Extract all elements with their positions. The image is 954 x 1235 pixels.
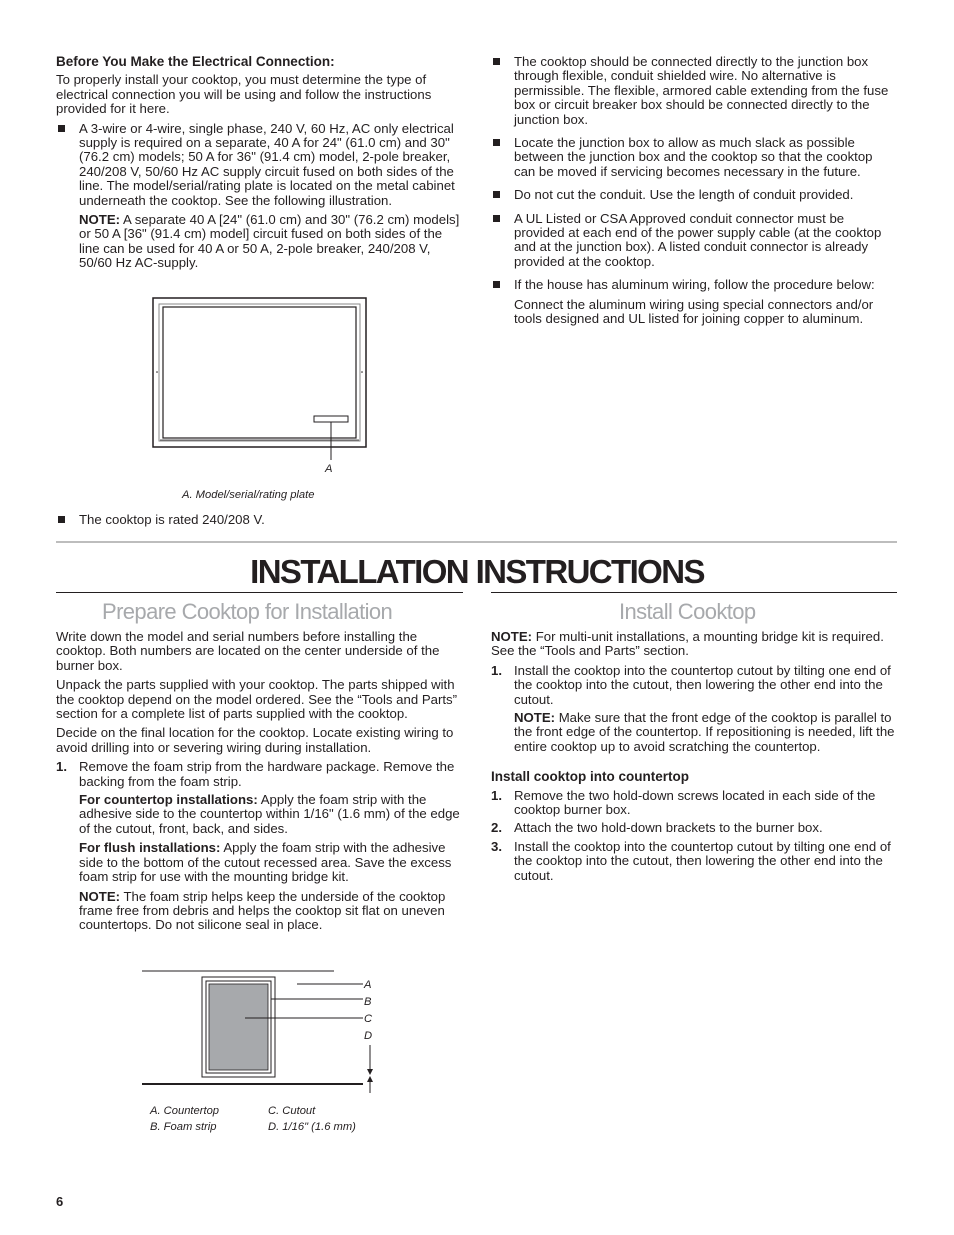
countertop-step-3: 3. Install the cooktop into the countertop cutout by tilting one end of the cooktop into the cutout, then lowering the other end into the cutout.: [491, 838, 891, 883]
bullet-aluminum: If the house has aluminum wiring, follow the procedure below:: [491, 278, 896, 292]
electrical-connection-section: [56, 55, 466, 276]
rating-plate-letter: A: [325, 463, 333, 475]
install-note: NOTE: For multi-unit installations, a mounting bridge kit is required. See the “Tools and Parts” section.: [491, 629, 884, 659]
prepare-p3: Decide on the final location for the cooktop. Locate existing wiring to avoid drilling into or severing wiring during installation.: [56, 725, 454, 755]
wiring-bullets: [491, 55, 896, 332]
foam-figure-letters: A B C D: [364, 979, 373, 1042]
aluminum-instructions: Connect the aluminum wiring using special connectors and/or tools designed and UL listed for joining copper to aluminum.: [514, 296, 874, 327]
bullet-connector: A UL Listed or CSA Approved conduit connector must be provided at each end of the power supply cable (at the cooktop and at the junction box). A listed conduit connector is already provided at the cooktop.: [491, 212, 896, 270]
main-title: INSTALLATION INSTRUCTIONS: [250, 553, 704, 590]
prepare-rule: [56, 592, 463, 593]
countertop-installations: For countertop installations: Apply the foam strip with the adhesive side to the countertop within 1/16" (1.6 mm) of the edge of the cutout, front, back, and sides.: [79, 792, 460, 836]
prepare-step-1: 1. Remove the foam strip from the hardware package. Remove the backing from the foam strip.: [56, 759, 455, 789]
prepare-p1: Write down the model and serial numbers before installing the cooktop. Both numbers are located on the center underside of the burner box.: [56, 629, 440, 673]
section-divider: [56, 541, 897, 543]
install-title: Install Cooktop: [619, 599, 756, 624]
install-step-1: 1. Install the cooktop into the countertop cutout by tilting one end of the cooktop into the cutout, then lowering the other end into the cutout.: [491, 662, 891, 707]
install-rule: [491, 592, 897, 593]
foam-strip-figure: [140, 965, 385, 1095]
prepare-p2: Unpack the parts supplied with your cooktop. The parts shipped with the cooktop depend on the model ordered. See the “Tools and Parts” section for a complete list of parts supplied with the cooktop.: [56, 677, 458, 722]
bullet-junction-box: The cooktop should be connected directly to the junction box through flexible, conduit shielded wire. No alternative is permissible. The flexible, armored cable extending from the fuse box or circuit breaker box should be connected directly to the junction box.: [491, 55, 896, 127]
countertop-step-1: 1. Remove the two hold-down screws located in each side of the cooktop burner box.: [491, 787, 876, 818]
rating-plate-figure: [150, 296, 370, 481]
prepare-section: [56, 630, 466, 938]
foam-note: NOTE: The foam strip helps keep the underside of the cooktop frame free from debris and helps the cooktop sit flat on uneven countertops. Do not silicone seal in place.: [79, 888, 446, 933]
countertop-step-2: 2. Attach the two hold-down brackets to the burner box.: [491, 820, 823, 836]
install-section: [491, 630, 896, 887]
foam-caption-left: A. Countertop B. Foam strip: [150, 1105, 220, 1133]
flush-installations: For flush installations: Apply the foam strip with the adhesive side to the bottom of the cutout recessed area. Save the excess foam strip for use with the mounting bridge kit.: [79, 840, 452, 885]
electrical-intro: To properly install your cooktop, you must determine the type of electrical connection you will be using and follow the instructions provided for it here.: [56, 72, 432, 117]
bullet-slack: Locate the junction box to allow as much slack as possible between the junction box and the cooktop so that the cooktop can be moved if servicing becomes necessary in the future.: [491, 136, 896, 179]
install-step-1-note: NOTE: Make sure that the front edge of the cooktop is parallel to the front edge of the countertop. If repositioning is needed, lift the entire cooktop up to avoid scratching the countertop.: [514, 710, 895, 754]
bullet-electrical-supply: A 3-wire or 4-wire, single phase, 240 V, 60 Hz, AC only electrical supply is required on a separate, 40 A for 24" (61.0 cm) and 30" (76.2 cm) models; 50 A for 36" (91.4 cm) model, 2-pole breaker, 240/208 V, 50/60 Hz AC supply circuit fused on both sides of the line. The model/serial/rating plate is located on the metal cabinet underneath the cooktop. See the following illustration.: [56, 122, 466, 208]
electrical-note: NOTE: A separate 40 A [24" (61.0 cm) and 30" (76.2 cm) models] or 50 A [36" (91.4 cm) model] circuit fused on both sides of the line can be used for 40 A or 50 A, 2-pole breaker, 240/208 V, 50/60 Hz AC-supply.: [79, 212, 460, 271]
page-number: 6: [56, 1194, 64, 1209]
electrical-heading: Before You Make the Electrical Connection:: [56, 54, 335, 69]
prepare-title: Prepare Cooktop for Installation: [102, 599, 393, 624]
bullet-rated-voltage: The cooktop is rated 240/208 V.: [56, 513, 489, 527]
rating-plate-caption: A. Model/serial/rating plate: [182, 489, 315, 501]
bullet-conduit: Do not cut the conduit. Use the length of conduit provided.: [491, 188, 896, 202]
foam-caption-right: C. Cutout D. 1/16" (1.6 mm): [268, 1105, 356, 1133]
install-countertop-heading: Install cooktop into countertop: [491, 769, 689, 785]
